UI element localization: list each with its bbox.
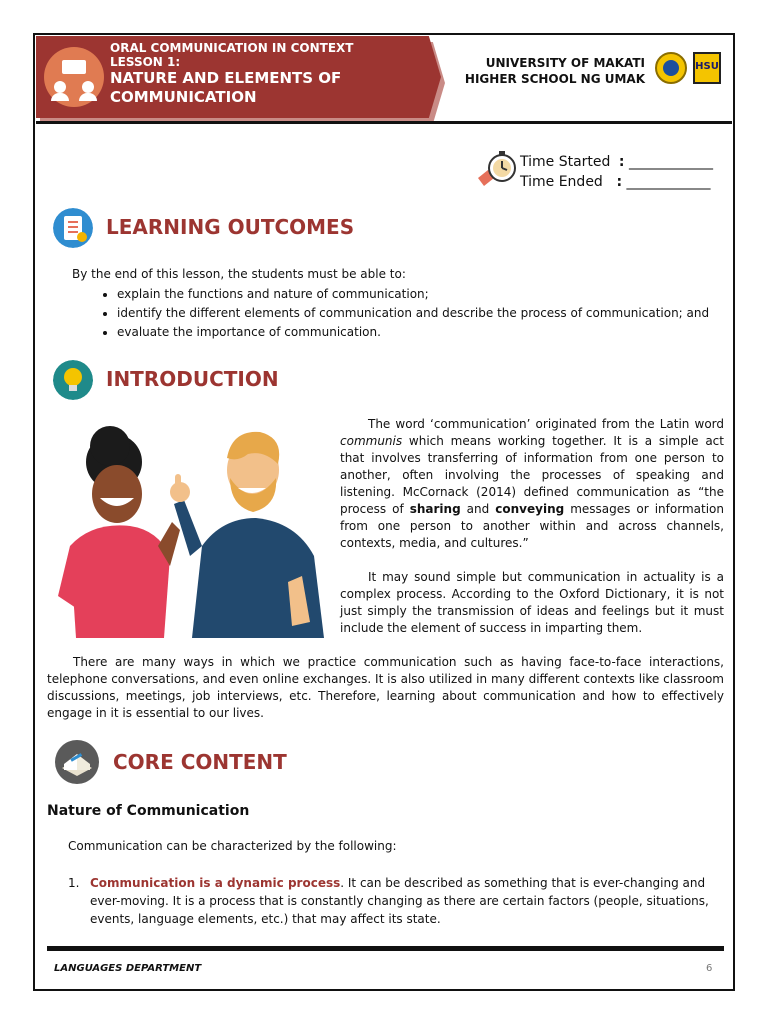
school-name: HIGHER SCHOOL NG UMAK — [464, 72, 645, 86]
time-fields — [520, 152, 713, 192]
discussion-icon — [44, 47, 104, 107]
learning-outcomes-title: LEARNING OUTCOMES — [106, 215, 355, 239]
lesson-title-line2: COMMUNICATION — [110, 88, 257, 106]
intro-p1-latin: communis — [340, 434, 403, 448]
footer-divider — [47, 946, 724, 951]
page-number: 6 — [706, 963, 713, 974]
introduction-text — [340, 416, 724, 637]
two-people-illustration — [52, 426, 327, 638]
university-block — [460, 55, 645, 87]
intro-p1-c: and — [460, 502, 496, 516]
header-divider — [36, 121, 732, 124]
open-book-icon — [55, 740, 99, 784]
lesson-number: LESSON 1: — [110, 55, 181, 69]
time-ended-label: Time Ended — [520, 174, 603, 190]
characteristics-lead: Communication can be characterized by the following: — [68, 839, 397, 853]
time-ended-blank[interactable]: ____________ — [626, 174, 711, 190]
lesson-title-line1: NATURE AND ELEMENTS OF — [110, 69, 342, 87]
intro-p1-a: The word ‘communication’ originated from the Latin word — [368, 417, 724, 431]
department-label: LANGUAGES DEPARTMENT — [54, 963, 202, 974]
item-body: . It can be described as something that is ever-changing and ever-moving. It is a process that is constantly changing as there are certain factors (people, situations, events, language elements, etc.) that may affect its state. — [90, 876, 709, 926]
checklist-icon — [53, 208, 93, 248]
time-ended-row — [520, 172, 713, 192]
outcomes-lead: By the end of this lesson, the students must be able to: — [72, 267, 406, 281]
course-title: ORAL COMMUNICATION IN CONTEXT — [110, 41, 354, 55]
stopwatch-icon — [476, 148, 518, 190]
introduction-title: INTRODUCTION — [106, 367, 279, 391]
lightbulb-icon — [53, 360, 93, 400]
time-started-sep: : — [618, 154, 625, 170]
school-logo: HSU — [693, 52, 721, 84]
core-content-title: CORE CONTENT — [113, 750, 287, 774]
outcome-item: • explain the functions and nature of communication; — [117, 285, 737, 304]
time-started-row — [520, 152, 713, 172]
intro-p1-sharing: sharing — [409, 502, 461, 516]
intro-p1-d: messages or information from one person to another within and across channels, contexts, media, and cultures.” — [340, 502, 724, 550]
time-started-label: Time Started — [520, 154, 611, 170]
list-item — [68, 874, 720, 928]
time-started-blank[interactable]: ____________ — [628, 154, 713, 170]
intro-paragraph-2: It may sound simple but communication in actuality is a complex process. According to the Oxford Dictionary, it is not just simply the transmission of ideas and feelings but it must include the element of success in imparting them. — [340, 570, 724, 635]
intro-p1-b: which means working together. It is a simple act that involves transferring of information from one person to another, often involving the processes of speaking and listening. McCornack (2014) defined communication as “the process of — [340, 434, 724, 516]
banner-text — [110, 41, 354, 107]
university-name: UNIVERSITY OF MAKATI — [485, 56, 645, 70]
intro-paragraph-3: There are many ways in which we practice communication such as having face-to-face interactions, telephone conversations, and even online exchanges. It is also utilized in many different contexts like classroom discussions, meetings, job interviews, etc. Therefore, learning about communication and how to effectively engage in it is essential to our lives. — [47, 655, 724, 720]
item-highlight: Communication is a dynamic process — [90, 876, 341, 890]
item-number: 1. — [68, 876, 80, 890]
intro-paragraph-1 — [340, 416, 724, 552]
outcome-item: • evaluate the importance of communication. — [117, 323, 737, 342]
outcome-item: • identify the different elements of communication and describe the process of communication; and — [117, 304, 737, 323]
time-ended-sep: : — [616, 174, 623, 190]
outcomes-list — [95, 285, 737, 342]
intro-p1-conveying: conveying — [495, 502, 565, 516]
university-seal-icon — [655, 52, 687, 84]
item-text — [90, 874, 720, 928]
nature-subheading: Nature of Communication — [47, 803, 250, 819]
